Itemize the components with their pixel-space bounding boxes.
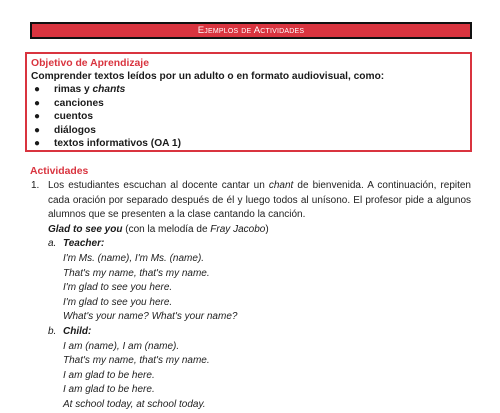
objective-intro: Comprender textos leídos por un adulto o en formato audiovisual, como: (31, 71, 385, 82)
child-label: Child: (63, 325, 92, 337)
verse-line: I'm glad to see you here. (63, 282, 173, 294)
objective-item-text: cuentos (54, 111, 94, 122)
verse-line: That's my name, that's my name. (63, 267, 210, 279)
activity-text-part: Los estudiantes escuchan al docente cantar un (48, 180, 269, 191)
objective-list (31, 83, 470, 151)
objective-item-italic: chants (92, 84, 126, 95)
song-title-line (48, 223, 471, 238)
sub-item-letter: a. (48, 238, 57, 250)
objective-list-item (31, 83, 470, 97)
verse-line: I'm Ms. (name), I'm Ms. (name). (63, 252, 205, 264)
objective-list-item (31, 137, 470, 151)
learning-objective-box (25, 52, 472, 152)
activities-heading: Actividades (30, 166, 89, 177)
activity-text-part: de bienvenida. A continuación, repiten cada oración por separado después de él y luego todos al unísono. El profesor pide a algunos alumnos que se presenten a la clase cantando la canción. (48, 180, 471, 221)
objective-heading: Objetivo de Aprendizaje (31, 58, 149, 69)
objective-item-text: canciones (54, 97, 104, 109)
objective-list-item (31, 97, 470, 111)
child-part-heading (48, 325, 471, 340)
verse-line: I'm glad to see you here. (63, 296, 173, 308)
bullet-icon: ● (34, 97, 41, 109)
teacher-part-heading (48, 237, 471, 252)
song-title: Glad to see you (48, 223, 123, 235)
objective-item-text: rimas y (54, 84, 93, 95)
bullet-icon: ● (34, 111, 41, 122)
verse-line: I am (name), I am (name). (63, 340, 180, 352)
song-melody: Fray Jacobo (210, 223, 266, 235)
activity-number: 1. (31, 180, 40, 191)
activity-chant-word: chant (268, 180, 294, 191)
verse-line: At school today, at school today. (63, 398, 206, 410)
verse-line: I am glad to be here. (63, 384, 155, 396)
bullet-icon: ● (34, 84, 41, 95)
objective-item-text: diálogos (54, 124, 96, 136)
sub-item-letter: b. (48, 325, 57, 337)
objective-list-item (31, 110, 470, 124)
verse-line: What's your name? What's your name? (63, 311, 238, 323)
section-header-bar (30, 22, 472, 39)
teacher-label: Teacher: (63, 238, 105, 250)
objective-list-item (31, 124, 470, 138)
section-title: Ejemplos de Actividades (197, 25, 305, 36)
activity-description (48, 179, 471, 223)
activity-item (31, 179, 471, 413)
verse-line: That's my name, that's my name. (63, 355, 210, 367)
song-note-close: ) (265, 223, 269, 235)
bullet-icon: ● (34, 124, 41, 136)
objective-item-text: textos informativos (OA 1) (54, 138, 181, 149)
verse-line: I am glad to be here. (63, 369, 155, 381)
song-note: (con la melodía de (122, 223, 211, 235)
bullet-icon: ● (34, 138, 41, 149)
